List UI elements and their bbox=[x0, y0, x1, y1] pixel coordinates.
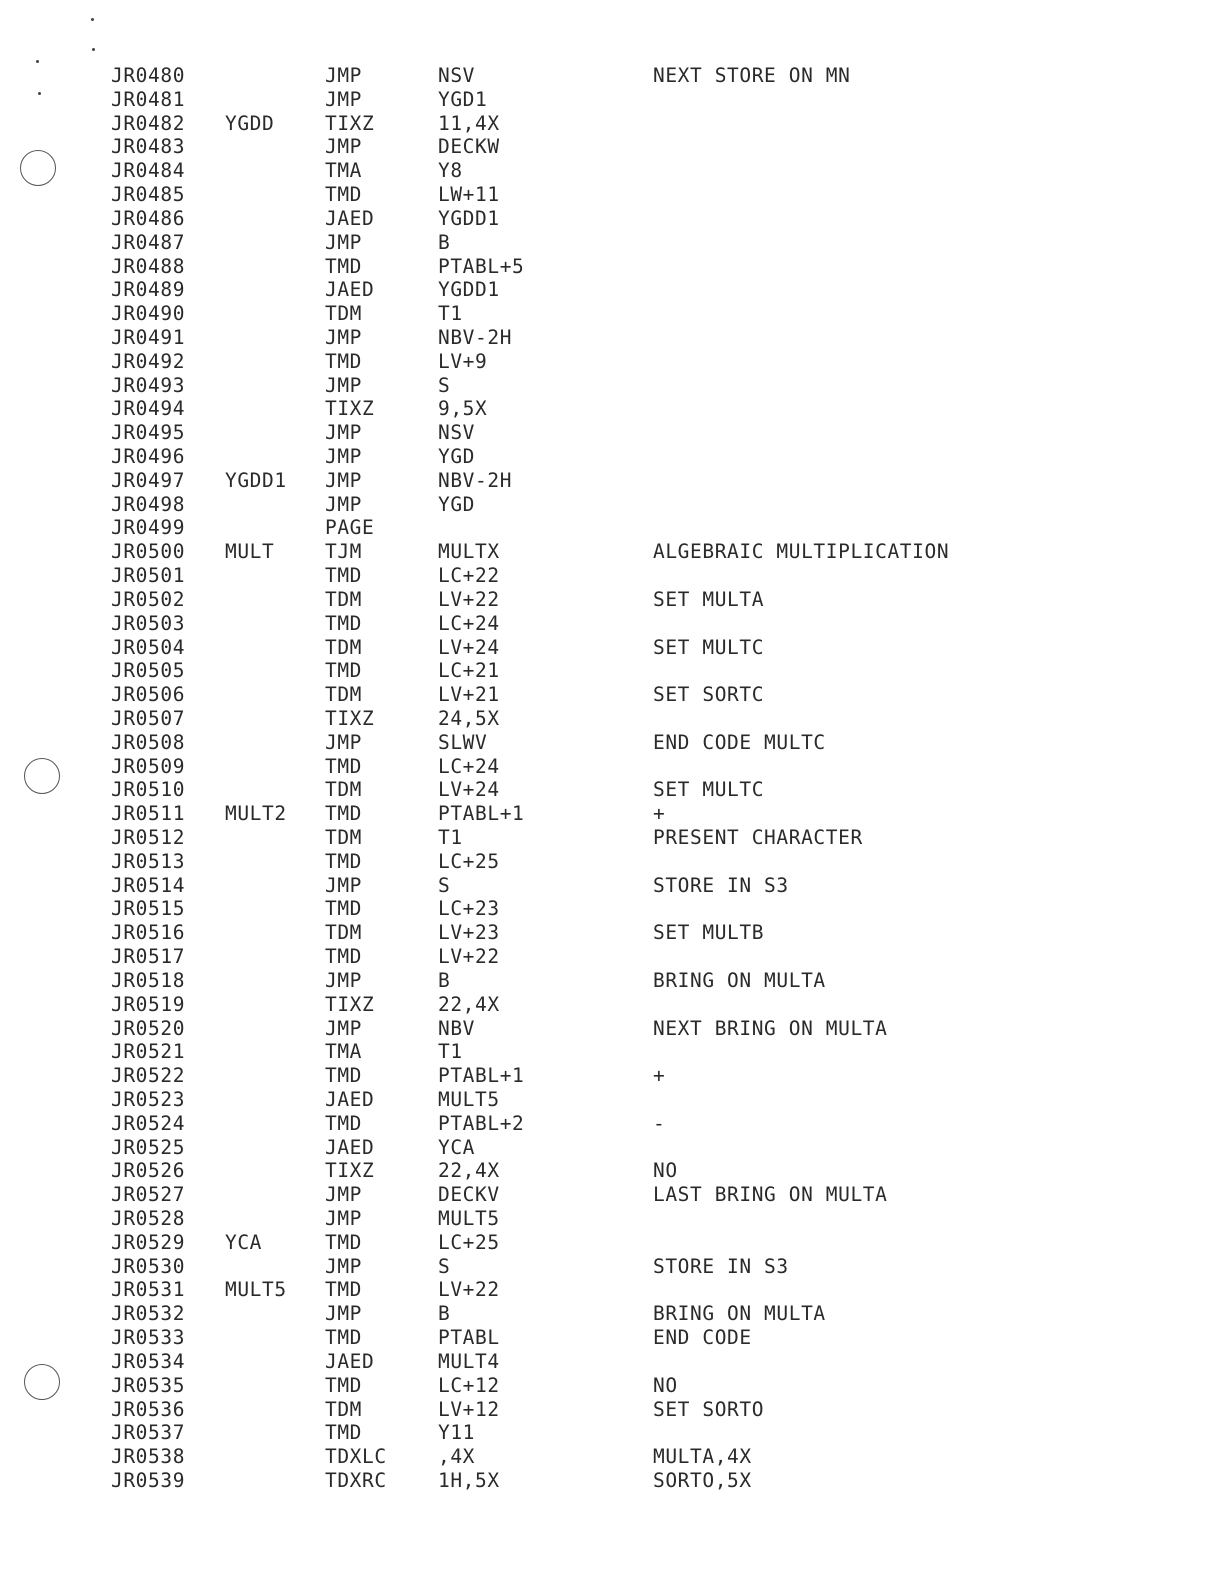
comment-field: SET SORTO bbox=[653, 1397, 765, 1421]
opcode-field: JMP bbox=[325, 968, 363, 992]
sequence-number: JR0535 bbox=[111, 1373, 186, 1397]
code-line bbox=[0, 493, 1224, 517]
code-line bbox=[0, 326, 1224, 350]
operand-field: NSV bbox=[438, 64, 476, 87]
scan-speck bbox=[36, 60, 39, 63]
sequence-number: JR0480 bbox=[111, 64, 186, 87]
sequence-number: JR0508 bbox=[111, 730, 186, 754]
opcode-field: TDM bbox=[325, 1397, 363, 1421]
operand-field: MULT5 bbox=[438, 1087, 500, 1111]
code-line bbox=[0, 588, 1224, 612]
operand-field: LW+11 bbox=[438, 183, 500, 207]
sequence-number: JR0498 bbox=[111, 492, 186, 516]
code-line bbox=[0, 159, 1224, 183]
code-line bbox=[0, 1207, 1224, 1231]
code-line bbox=[0, 731, 1224, 755]
code-line bbox=[0, 1136, 1224, 1160]
operand-field: S bbox=[438, 373, 451, 397]
sequence-number: JR0510 bbox=[111, 778, 186, 802]
code-line bbox=[0, 969, 1224, 993]
code-line bbox=[0, 445, 1224, 469]
code-line bbox=[0, 255, 1224, 279]
code-line bbox=[0, 302, 1224, 326]
opcode-field: TMD bbox=[325, 1278, 363, 1302]
opcode-field: TDM bbox=[325, 826, 363, 849]
code-line bbox=[0, 1017, 1224, 1041]
code-line bbox=[0, 135, 1224, 159]
scan-speck bbox=[91, 18, 94, 21]
operand-field: 22,4X bbox=[438, 992, 500, 1016]
comment-field: LAST BRING ON MULTA bbox=[653, 1183, 888, 1207]
operand-field: LV+22 bbox=[438, 587, 500, 611]
operand-field: T1 bbox=[438, 302, 463, 326]
code-line bbox=[0, 112, 1224, 136]
operand-field: Y8 bbox=[438, 159, 463, 183]
code-line bbox=[0, 374, 1224, 398]
opcode-field: JAED bbox=[325, 206, 375, 230]
sequence-number: JR0520 bbox=[111, 1016, 186, 1040]
opcode-field: TDXRC bbox=[325, 1468, 387, 1492]
sequence-number: JR0521 bbox=[111, 1040, 186, 1064]
code-line bbox=[0, 397, 1224, 421]
opcode-field: JMP bbox=[325, 1183, 363, 1207]
code-line bbox=[0, 278, 1224, 302]
operand-field: PTABL+1 bbox=[438, 802, 525, 826]
sequence-number: JR0491 bbox=[111, 325, 186, 349]
operand-field: T1 bbox=[438, 826, 463, 849]
sequence-number: JR0482 bbox=[111, 111, 186, 135]
operand-field: YGD1 bbox=[438, 87, 488, 111]
operand-field: B bbox=[438, 968, 451, 992]
label-field: YGDD1 bbox=[225, 468, 287, 492]
code-line bbox=[0, 564, 1224, 588]
code-line bbox=[0, 1255, 1224, 1279]
sequence-number: JR0519 bbox=[111, 992, 186, 1016]
code-line bbox=[0, 826, 1224, 850]
operand-field: DECKV bbox=[438, 1183, 500, 1207]
operand-field: MULT4 bbox=[438, 1349, 500, 1373]
operand-field: MULT5 bbox=[438, 1207, 500, 1230]
code-line bbox=[0, 350, 1224, 374]
sequence-number: JR0490 bbox=[111, 302, 186, 326]
code-line bbox=[0, 1159, 1224, 1183]
operand-field: MULTX bbox=[438, 540, 500, 564]
sequence-number: JR0484 bbox=[111, 159, 186, 183]
operand-field: ,4X bbox=[438, 1445, 476, 1469]
operand-field: LC+24 bbox=[438, 611, 500, 635]
operand-field: 9,5X bbox=[438, 397, 488, 421]
operand-field: T1 bbox=[438, 1040, 463, 1064]
code-line bbox=[0, 1469, 1224, 1493]
comment-field: END CODE bbox=[653, 1326, 752, 1350]
opcode-field: TMD bbox=[325, 183, 363, 207]
label-field: YCA bbox=[225, 1230, 263, 1254]
operand-field: LV+24 bbox=[438, 778, 500, 802]
opcode-field: JMP bbox=[325, 1302, 363, 1326]
sequence-number: JR0518 bbox=[111, 968, 186, 992]
operand-field: LV+9 bbox=[438, 349, 488, 373]
operand-field: LC+24 bbox=[438, 754, 500, 778]
opcode-field: TMA bbox=[325, 1040, 363, 1064]
opcode-field: TMD bbox=[325, 1421, 363, 1445]
comment-field: STORE IN S3 bbox=[653, 873, 789, 897]
sequence-number: JR0539 bbox=[111, 1468, 186, 1492]
operand-field: 1H,5X bbox=[438, 1468, 500, 1492]
sequence-number: JR0524 bbox=[111, 1111, 186, 1135]
code-line bbox=[0, 1064, 1224, 1088]
opcode-field: TMD bbox=[325, 254, 363, 278]
operand-field: 11,4X bbox=[438, 111, 500, 135]
sequence-number: JR0517 bbox=[111, 945, 186, 969]
code-line bbox=[0, 612, 1224, 636]
code-line bbox=[0, 802, 1224, 826]
comment-field: SORTO,5X bbox=[653, 1468, 752, 1492]
opcode-field: TMD bbox=[325, 945, 363, 969]
operand-field: LC+25 bbox=[438, 1230, 500, 1254]
code-line bbox=[0, 1112, 1224, 1136]
sequence-number: JR0503 bbox=[111, 611, 186, 635]
comment-field: + bbox=[653, 1064, 666, 1088]
operand-field: PTABL+5 bbox=[438, 254, 525, 278]
opcode-field: TDM bbox=[325, 302, 363, 326]
comment-field: - bbox=[653, 1111, 666, 1135]
operand-field: LV+22 bbox=[438, 945, 500, 969]
opcode-field: JMP bbox=[325, 230, 363, 254]
operand-field: B bbox=[438, 1302, 451, 1326]
operand-field: LV+22 bbox=[438, 1278, 500, 1302]
sequence-number: JR0486 bbox=[111, 206, 186, 230]
comment-field: MULTA,4X bbox=[653, 1445, 752, 1469]
opcode-field: TMD bbox=[325, 754, 363, 778]
sequence-number: JR0527 bbox=[111, 1183, 186, 1207]
code-line bbox=[0, 897, 1224, 921]
opcode-field: JMP bbox=[325, 873, 363, 897]
opcode-field: TDM bbox=[325, 778, 363, 802]
code-line bbox=[0, 88, 1224, 112]
comment-field: + bbox=[653, 802, 666, 826]
sequence-number: JR0488 bbox=[111, 254, 186, 278]
opcode-field: JMP bbox=[325, 1254, 363, 1278]
operand-field: LV+12 bbox=[438, 1397, 500, 1421]
comment-field: BRING ON MULTA bbox=[653, 968, 826, 992]
sequence-number: JR0483 bbox=[111, 135, 186, 159]
opcode-field: TIXZ bbox=[325, 1159, 375, 1183]
operand-field: SLWV bbox=[438, 730, 488, 754]
opcode-field: TIXZ bbox=[325, 992, 375, 1016]
sequence-number: JR0516 bbox=[111, 921, 186, 945]
sequence-number: JR0526 bbox=[111, 1159, 186, 1183]
opcode-field: JAED bbox=[325, 278, 375, 302]
label-field: MULT5 bbox=[225, 1278, 287, 1302]
sequence-number: JR0525 bbox=[111, 1135, 186, 1159]
comment-field: SET SORTC bbox=[653, 683, 765, 707]
sequence-number: JR0502 bbox=[111, 587, 186, 611]
operand-field: PTABL bbox=[438, 1326, 500, 1350]
code-line bbox=[0, 516, 1224, 540]
sequence-number: JR0500 bbox=[111, 540, 186, 564]
opcode-field: TMD bbox=[325, 349, 363, 373]
operand-field: NBV bbox=[438, 1016, 476, 1040]
code-line bbox=[0, 421, 1224, 445]
comment-field: SET MULTC bbox=[653, 778, 765, 802]
code-line bbox=[0, 540, 1224, 564]
code-line bbox=[0, 207, 1224, 231]
sequence-number: JR0506 bbox=[111, 683, 186, 707]
scan-speck bbox=[92, 48, 95, 51]
opcode-field: TIXZ bbox=[325, 706, 375, 730]
sequence-number: JR0532 bbox=[111, 1302, 186, 1326]
operand-field: LV+21 bbox=[438, 683, 500, 707]
sequence-number: JR0493 bbox=[111, 373, 186, 397]
code-line bbox=[0, 1302, 1224, 1326]
operand-field: NSV bbox=[438, 421, 476, 445]
code-line bbox=[0, 636, 1224, 660]
operand-field: DECKW bbox=[438, 135, 500, 159]
operand-field: YGD bbox=[438, 492, 476, 516]
sequence-number: JR0512 bbox=[111, 826, 186, 849]
code-line bbox=[0, 755, 1224, 779]
sequence-number: JR0529 bbox=[111, 1230, 186, 1254]
code-line bbox=[0, 683, 1224, 707]
opcode-field: JAED bbox=[325, 1349, 375, 1373]
operand-field: YGDD1 bbox=[438, 206, 500, 230]
sequence-number: JR0499 bbox=[111, 516, 186, 540]
operand-field: S bbox=[438, 1254, 451, 1278]
sequence-number: JR0513 bbox=[111, 849, 186, 873]
code-line bbox=[0, 469, 1224, 493]
code-line bbox=[0, 231, 1224, 255]
operand-field: Y11 bbox=[438, 1421, 476, 1445]
sequence-number: JR0504 bbox=[111, 635, 186, 659]
code-line bbox=[0, 1374, 1224, 1398]
sequence-number: JR0533 bbox=[111, 1326, 186, 1350]
comment-field: PRESENT CHARACTER bbox=[653, 826, 863, 849]
operand-field: LC+12 bbox=[438, 1373, 500, 1397]
opcode-field: TDM bbox=[325, 921, 363, 945]
operand-field: LC+23 bbox=[438, 897, 500, 921]
sequence-number: JR0531 bbox=[111, 1278, 186, 1302]
sequence-number: JR0515 bbox=[111, 897, 186, 921]
operand-field: B bbox=[438, 230, 451, 254]
comment-field: NO bbox=[653, 1159, 678, 1183]
label-field: MULT2 bbox=[225, 802, 287, 826]
code-line bbox=[0, 1278, 1224, 1302]
operand-field: PTABL+2 bbox=[438, 1111, 525, 1135]
opcode-field: JMP bbox=[325, 730, 363, 754]
opcode-field: TMD bbox=[325, 849, 363, 873]
comment-field: NO bbox=[653, 1373, 678, 1397]
sequence-number: JR0487 bbox=[111, 230, 186, 254]
sequence-number: JR0511 bbox=[111, 802, 186, 826]
operand-field: LV+23 bbox=[438, 921, 500, 945]
sequence-number: JR0495 bbox=[111, 421, 186, 445]
opcode-field: TMD bbox=[325, 897, 363, 921]
sequence-number: JR0538 bbox=[111, 1445, 186, 1469]
sequence-number: JR0536 bbox=[111, 1397, 186, 1421]
opcode-field: JMP bbox=[325, 492, 363, 516]
operand-field: LC+22 bbox=[438, 564, 500, 588]
code-line bbox=[0, 1350, 1224, 1374]
comment-field: ALGEBRAIC MULTIPLICATION bbox=[653, 540, 950, 564]
code-line bbox=[0, 778, 1224, 802]
opcode-field: JAED bbox=[325, 1087, 375, 1111]
opcode-field: TMD bbox=[325, 611, 363, 635]
opcode-field: TDM bbox=[325, 587, 363, 611]
opcode-field: TIXZ bbox=[325, 397, 375, 421]
sequence-number: JR0497 bbox=[111, 468, 186, 492]
opcode-field: TDXLC bbox=[325, 1445, 387, 1469]
code-line bbox=[0, 659, 1224, 683]
sequence-number: JR0514 bbox=[111, 873, 186, 897]
opcode-field: PAGE bbox=[325, 516, 375, 540]
sequence-number: JR0528 bbox=[111, 1207, 186, 1230]
opcode-field: TMA bbox=[325, 159, 363, 183]
opcode-field: JMP bbox=[325, 1016, 363, 1040]
opcode-field: TIXZ bbox=[325, 111, 375, 135]
comment-field: STORE IN S3 bbox=[653, 1254, 789, 1278]
opcode-field: JMP bbox=[325, 135, 363, 159]
code-line bbox=[0, 1445, 1224, 1469]
code-line bbox=[0, 64, 1224, 88]
code-line bbox=[0, 1421, 1224, 1445]
opcode-field: TMD bbox=[325, 659, 363, 683]
code-line bbox=[0, 1088, 1224, 1112]
sequence-number: JR0496 bbox=[111, 445, 186, 468]
opcode-field: TDM bbox=[325, 683, 363, 707]
code-line bbox=[0, 874, 1224, 898]
opcode-field: JMP bbox=[325, 445, 363, 468]
operand-field: S bbox=[438, 873, 451, 897]
code-line bbox=[0, 945, 1224, 969]
opcode-field: TMD bbox=[325, 802, 363, 826]
operand-field: YGD bbox=[438, 445, 476, 468]
operand-field: YCA bbox=[438, 1135, 476, 1159]
code-line bbox=[0, 1040, 1224, 1064]
sequence-number: JR0501 bbox=[111, 564, 186, 588]
opcode-field: JMP bbox=[325, 1207, 363, 1230]
opcode-field: TMD bbox=[325, 1373, 363, 1397]
code-line bbox=[0, 1231, 1224, 1255]
code-line bbox=[0, 850, 1224, 874]
opcode-field: TMD bbox=[325, 1111, 363, 1135]
comment-field: BRING ON MULTA bbox=[653, 1302, 826, 1326]
label-field: YGDD bbox=[225, 111, 275, 135]
comment-field: NEXT BRING ON MULTA bbox=[653, 1016, 888, 1040]
code-line bbox=[0, 921, 1224, 945]
sequence-number: JR0489 bbox=[111, 278, 186, 302]
code-line bbox=[0, 993, 1224, 1017]
code-line bbox=[0, 1183, 1224, 1207]
code-line bbox=[0, 1398, 1224, 1422]
label-field: MULT bbox=[225, 540, 275, 564]
sequence-number: JR0494 bbox=[111, 397, 186, 421]
code-line bbox=[0, 1326, 1224, 1350]
opcode-field: JMP bbox=[325, 468, 363, 492]
opcode-field: JMP bbox=[325, 64, 363, 87]
opcode-field: JMP bbox=[325, 373, 363, 397]
sequence-number: JR0507 bbox=[111, 706, 186, 730]
opcode-field: TMD bbox=[325, 1326, 363, 1350]
code-listing bbox=[0, 64, 1224, 1493]
sequence-number: JR0505 bbox=[111, 659, 186, 683]
sequence-number: JR0523 bbox=[111, 1087, 186, 1111]
opcode-field: TMD bbox=[325, 1230, 363, 1254]
opcode-field: JMP bbox=[325, 325, 363, 349]
operand-field: LV+24 bbox=[438, 635, 500, 659]
sequence-number: JR0485 bbox=[111, 183, 186, 207]
sequence-number: JR0534 bbox=[111, 1349, 186, 1373]
code-line bbox=[0, 707, 1224, 731]
comment-field: END CODE MULTC bbox=[653, 730, 826, 754]
opcode-field: JAED bbox=[325, 1135, 375, 1159]
operand-field: YGDD1 bbox=[438, 278, 500, 302]
operand-field: LC+25 bbox=[438, 849, 500, 873]
operand-field: NBV-2H bbox=[438, 468, 513, 492]
comment-field: SET MULTC bbox=[653, 635, 765, 659]
operand-field: LC+21 bbox=[438, 659, 500, 683]
operand-field: PTABL+1 bbox=[438, 1064, 525, 1088]
comment-field: NEXT STORE ON MN bbox=[653, 64, 851, 87]
sequence-number: JR0522 bbox=[111, 1064, 186, 1088]
opcode-field: JMP bbox=[325, 421, 363, 445]
sequence-number: JR0537 bbox=[111, 1421, 186, 1445]
opcode-field: JMP bbox=[325, 87, 363, 111]
sequence-number: JR0481 bbox=[111, 87, 186, 111]
opcode-field: TDM bbox=[325, 635, 363, 659]
opcode-field: TMD bbox=[325, 1064, 363, 1088]
comment-field: SET MULTB bbox=[653, 921, 765, 945]
comment-field: SET MULTA bbox=[653, 587, 765, 611]
operand-field: NBV-2H bbox=[438, 325, 513, 349]
opcode-field: TMD bbox=[325, 564, 363, 588]
sequence-number: JR0509 bbox=[111, 754, 186, 778]
sequence-number: JR0492 bbox=[111, 349, 186, 373]
sequence-number: JR0530 bbox=[111, 1254, 186, 1278]
operand-field: 24,5X bbox=[438, 706, 500, 730]
opcode-field: TJM bbox=[325, 540, 363, 564]
code-line bbox=[0, 183, 1224, 207]
operand-field: 22,4X bbox=[438, 1159, 500, 1183]
